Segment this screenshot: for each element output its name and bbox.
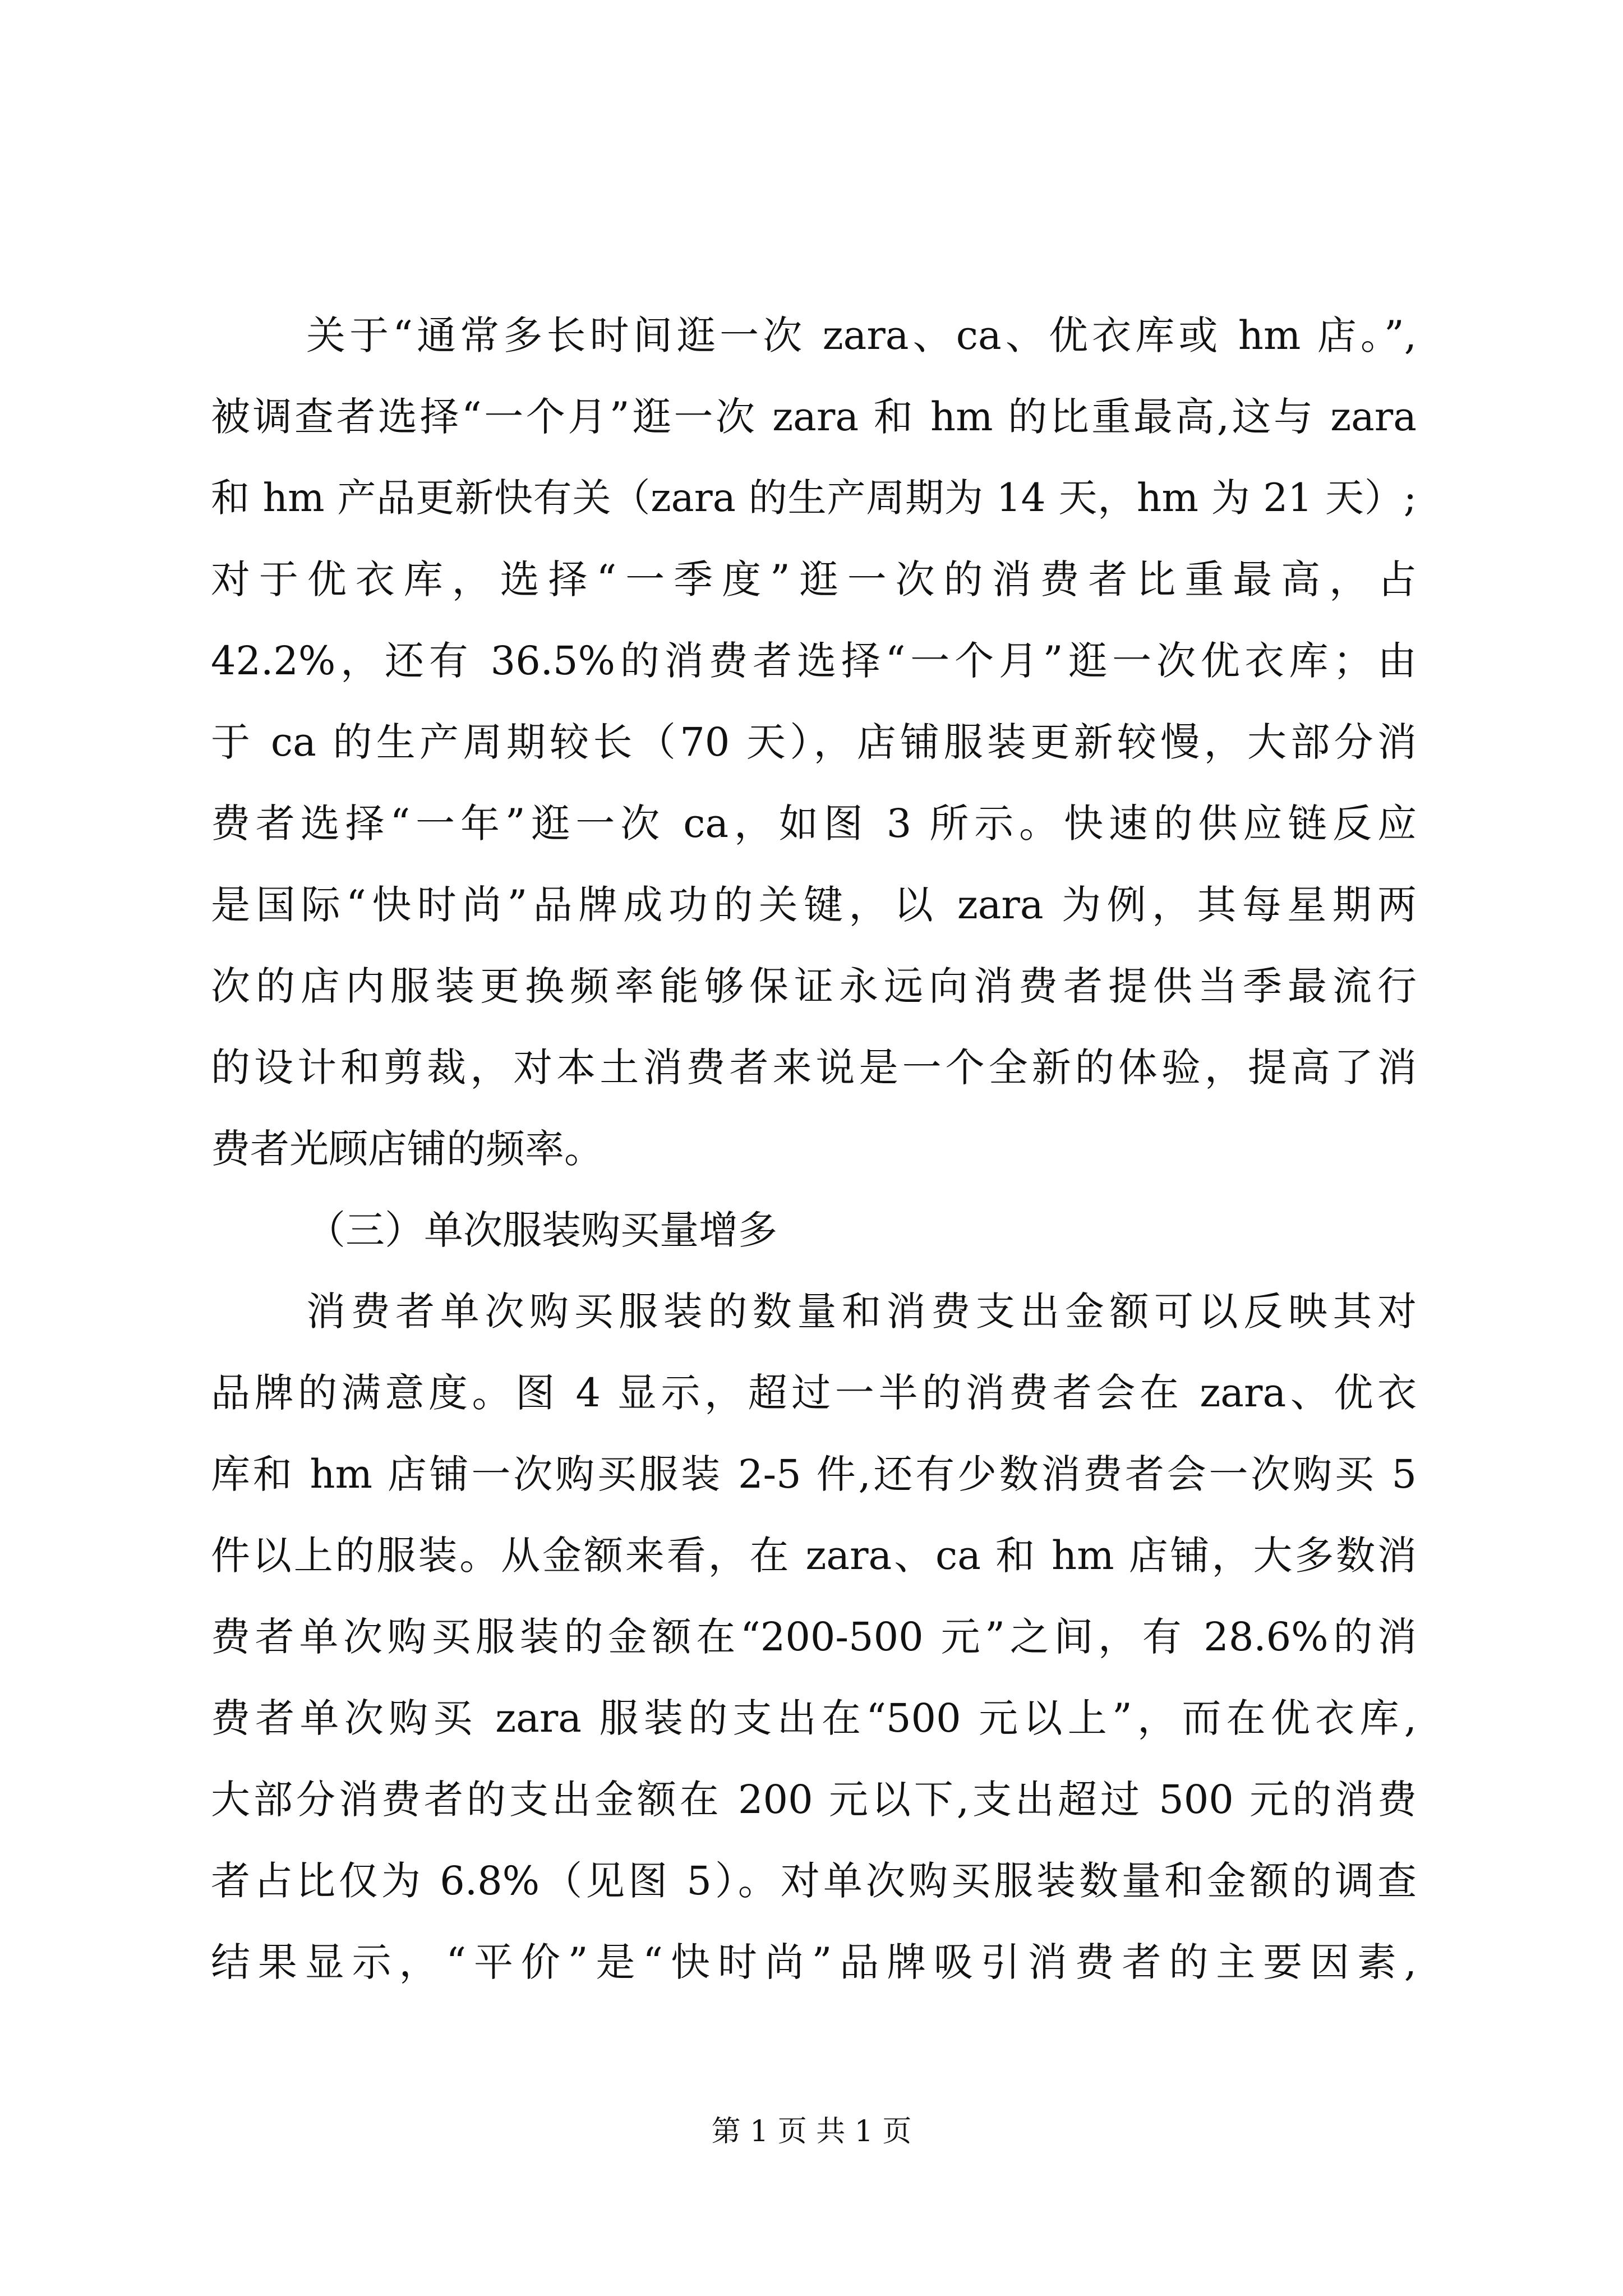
text-line: 结果显示，“平价”是“快时尚”品牌吸引消费者的主要因素, — [211, 1939, 1417, 1985]
text-line: 次的店内服装更换频率能够保证永远向消费者提供当季最流行 — [211, 963, 1417, 1009]
text-line: 是国际“快时尚”品牌成功的关键，以 zara 为例，其每星期两 — [211, 882, 1417, 928]
text-line: 库和 hm 店铺一次购买服装 2-5 件,还有少数消费者会一次购买 5 — [211, 1451, 1417, 1497]
page-footer: 第 1 页 共 1 页 — [711, 2115, 912, 2148]
text-line: 品牌的满意度。图 4 显示，超过一半的消费者会在 zara、优衣 — [211, 1370, 1417, 1416]
text-line: 件以上的服装。从金额来看，在 zara、ca 和 hm 店铺，大多数消 — [211, 1533, 1417, 1579]
text-line: 者占比仅为 6.8%（见图 5）。对单次购买服装数量和金额的调查 — [211, 1858, 1417, 1904]
text-line: 对于优衣库，选择“一季度”逛一次的消费者比重最高，占 — [211, 556, 1417, 602]
text-line: 消费者单次购买服装的数量和消费支出金额可以反映其对 — [306, 1289, 1417, 1335]
text-line: 42.2%，还有 36.5%的消费者选择“一个月”逛一次优衣库；由 — [211, 638, 1417, 684]
text-line: 费者光顾店铺的频率。 — [211, 1126, 603, 1172]
text-line: 费者选择“一年”逛一次 ca，如图 3 所示。快速的供应链反应 — [211, 800, 1417, 846]
text-line: 于 ca 的生产周期较长（70 天），店铺服装更新较慢，大部分消 — [211, 719, 1417, 765]
text-line: 费者单次购买服装的金额在“200-500 元”之间，有 28.6%的消 — [211, 1614, 1417, 1660]
text-line: 费者单次购买 zara 服装的支出在“500 元以上”，而在优衣库, — [211, 1695, 1417, 1741]
text-line: 和 hm 产品更新快有关（zara 的生产周期为 14 天，hm 为 21 天）; — [211, 476, 1417, 521]
text-line: 大部分消费者的支出金额在 200 元以下,支出超过 500 元的消费 — [211, 1777, 1417, 1823]
text-line: 被调查者选择“一个月”逛一次 zara 和 hm 的比重最高,这与 zara — [211, 394, 1417, 440]
text-line: 的设计和剪裁，对本土消费者来说是一个全新的体验，提高了消 — [211, 1045, 1417, 1091]
section-heading: （三）单次服装购买量增多 — [306, 1207, 777, 1253]
text-line: 关于“通常多长时间逛一次 zara、ca、优衣库或 hm 店。”, — [306, 312, 1417, 358]
